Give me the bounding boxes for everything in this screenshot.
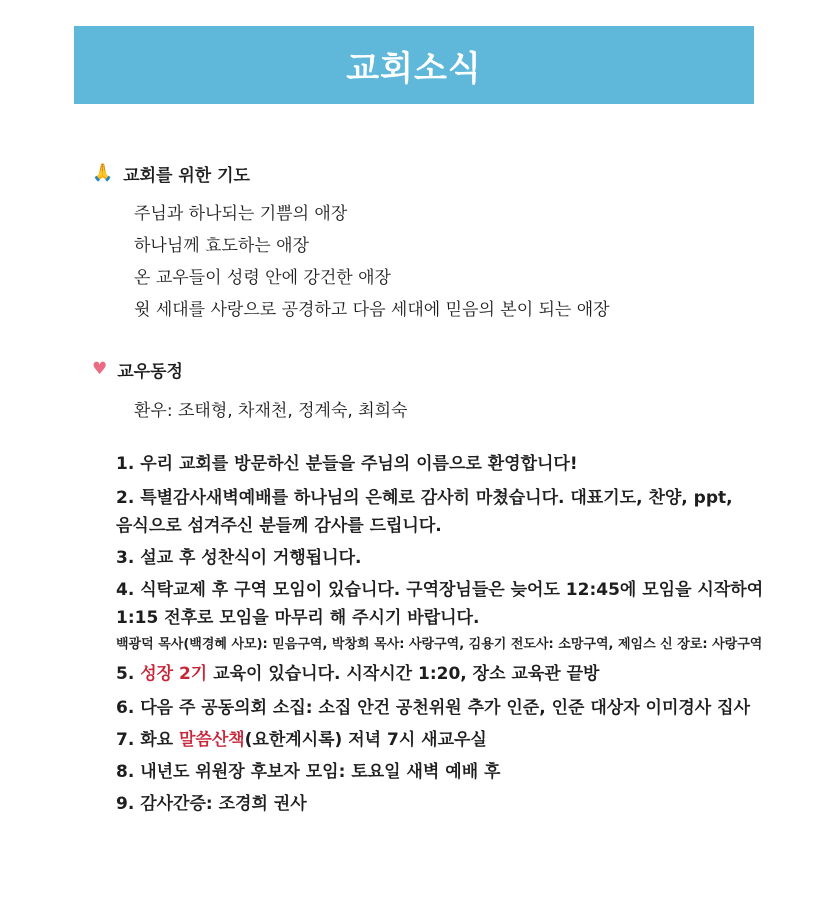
notice-7-prefix: 7. 화요 xyxy=(116,730,179,750)
page-title: 교회소식 xyxy=(346,48,482,89)
notice-7-highlight: 말씀산책 xyxy=(178,730,245,750)
notice-item-3: 3. 설교 후 성찬식이 거행됩니다. xyxy=(116,548,362,568)
notice-4-line-2: 1:15 전후로 모임을 마무리 해 주시기 바랍니다. xyxy=(116,608,480,628)
prayer-item: 윗 세대를 사랑으로 공경하고 다음 세대에 믿음의 본이 되는 애장 xyxy=(134,300,610,320)
notice-item-8: 8. 내년도 위원장 후보자 모임: 토요일 새벽 예배 후 xyxy=(116,762,501,782)
news-section-heading xyxy=(92,357,183,382)
prayer-item: 온 교우들이 성령 안에 강건한 애장 xyxy=(134,268,391,288)
notice-4-group-leaders: 백광덕 목사(백경혜 사모): 믿음구역, 박창희 목사: 사랑구역, 김용기 전도사: 소망구역, 제임스 신 장로: 사랑구역 xyxy=(116,637,763,652)
news-heading-label: 교우동정 xyxy=(117,362,183,382)
notice-item-6: 6. 다음 주 공동의회 소집: 소집 안건 공천위원 추가 인준, 인준 대상자 이미경사 집사 xyxy=(116,698,750,718)
notice-item-5 xyxy=(116,660,806,688)
notice-2-line-1: 2. 특별감사새벽예배를 하나님의 은혜로 감사히 마쳤습니다. 대표기도, 찬양, ppt, xyxy=(116,488,733,508)
prayer-heading-label: 교회를 위한 기도 xyxy=(123,166,250,186)
notice-item-2 xyxy=(116,484,806,540)
prayer-section-heading xyxy=(92,161,250,186)
notice-7-rest: (요한계시록) 저녁 7시 새교우실 xyxy=(244,730,487,750)
notice-2-line-2: 음식으로 섬겨주신 분들께 감사를 드립니다. xyxy=(116,516,442,536)
notice-item-1: 1. 우리 교회를 방문하신 분들을 주님의 이름으로 환영합니다! xyxy=(116,454,578,474)
notice-item-4 xyxy=(116,576,806,632)
prayer-item: 주님과 하나되는 기쁨의 애장 xyxy=(134,204,348,224)
prayer-item: 하나님께 효도하는 애장 xyxy=(134,236,310,256)
heart-icon: ♥ xyxy=(92,359,108,379)
prayer-list xyxy=(134,198,610,326)
praying-hands-icon: 🙏 xyxy=(92,163,114,183)
header-banner xyxy=(74,26,754,104)
notice-5-rest: 교육이 있습니다. 시작시간 1:20, 장소 교육관 끝방 xyxy=(207,664,600,684)
notice-item-7 xyxy=(116,726,806,754)
notice-5-prefix: 5. xyxy=(116,664,141,684)
notice-list xyxy=(116,450,806,818)
sick-members: 환우: 조태형, 차재천, 정계숙, 최희숙 xyxy=(134,401,408,421)
notice-item-9: 9. 감사간증: 조경희 권사 xyxy=(116,794,307,814)
notice-5-highlight: 성장 2기 xyxy=(140,664,208,684)
notice-4-line-1: 4. 식탁교제 후 구역 모임이 있습니다. 구역장님들은 늦어도 12:45에 모임을 시작하여 xyxy=(116,580,764,600)
